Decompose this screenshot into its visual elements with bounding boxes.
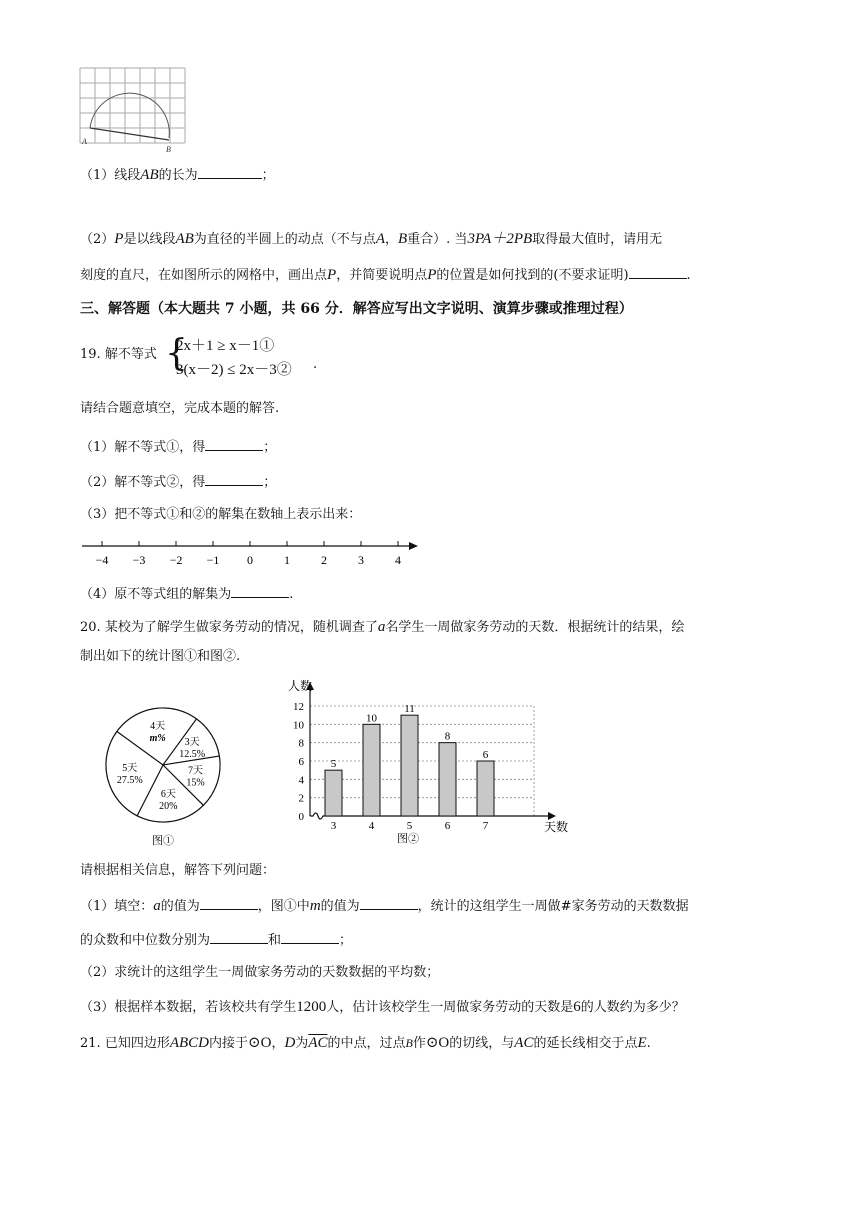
q18-part2-line1: （2）P是以线段AB为直径的半圆上的动点（不与点A，B重合）. 当3PA＋2PB取得最大值时，请用无	[80, 231, 663, 247]
answer-blank	[205, 437, 263, 451]
number-line-label: −1	[206, 553, 220, 567]
y-axis-label: 人数	[288, 679, 313, 693]
y-tick-label: 8	[298, 737, 304, 750]
answer-blank	[200, 896, 258, 910]
q20-part1-line2: 的众数和中位数分别为 和 ；	[80, 930, 352, 950]
pie-caption: 图①	[152, 835, 174, 847]
q19-instruction: 请结合题意填空，完成本题的解答.	[80, 401, 280, 416]
x-tick-label: 7	[482, 820, 489, 832]
answer-blank	[205, 472, 263, 486]
x-tick-label: 5	[406, 820, 413, 832]
bar	[439, 743, 456, 816]
x-tick-label: 4	[368, 820, 375, 832]
pie-slice-label: 27.5%	[116, 774, 143, 786]
x-axis	[310, 813, 550, 819]
q18-part2-line2: 刻度的直尺，在如图所示的网格中，画出点P，并简要说明点P的位置是如何找到的(不要求证明) .	[80, 267, 691, 283]
pie-slice-label: 12.5%	[179, 749, 206, 761]
number-line-label: 4	[395, 553, 401, 567]
q19-part2: （2）解不等式②，得 ；	[80, 472, 276, 492]
brace: {	[165, 333, 188, 374]
q20-part1-line1: （1）填空：a的值为 ，图①中m的值为 ，统计的这组学生一周做#家务劳动的天数数据	[80, 898, 689, 914]
inequality-2: 3(x－2) ≤ 2x－3②	[176, 362, 292, 378]
section-3-heading: 三、解答题（本大题共 7 小题，共 66 分．解答应写出文字说明、演算步骤或推理过程）	[80, 301, 633, 317]
bar	[477, 761, 494, 816]
bar-value-label: 11	[404, 703, 415, 716]
point-b-label: B	[166, 145, 171, 154]
q21-stem: 21. 已知四边形ABCD内接于⊙O，D为$\overline{AC}$的中点，过点B作⊙O的切线，与AC的延长线相交于点E.	[80, 1035, 651, 1051]
pie-slice-category: 6天	[160, 788, 176, 800]
q18-part1: （1）线段AB的长为 ；	[80, 167, 275, 183]
x-axis-label: 天数	[544, 820, 569, 834]
y-tick-label: 2	[298, 792, 304, 805]
bar-value-label: 10	[366, 712, 377, 725]
answer-blank	[210, 930, 268, 944]
q19-part1: （1）解不等式①，得 ；	[80, 437, 276, 457]
inequality-period: .	[313, 357, 318, 372]
y-tick-label: 4	[298, 774, 304, 787]
q19-stem: 19. 解不等式	[80, 347, 157, 362]
q20-stem-line2: 制出如下的统计图①和图②.	[80, 649, 241, 664]
number-line-label: −4	[95, 553, 109, 567]
number-line	[80, 536, 425, 570]
answer-blank	[360, 896, 418, 910]
bar	[401, 715, 418, 816]
y-tick-label: 6	[298, 756, 304, 768]
y-tick-label: 0	[298, 811, 304, 823]
grid-semicircle-figure	[78, 66, 188, 158]
q19-part4: （4）原不等式组的解集为 .	[80, 584, 293, 604]
pie-slice-label: 20%	[159, 800, 178, 812]
number-line-label: 3	[358, 553, 364, 567]
bar	[325, 770, 342, 816]
pie-slice-label: m%	[149, 733, 166, 745]
q19-part3: （3）把不等式①和②的解集在数轴上表示出来：	[80, 507, 362, 522]
pie-slice-category: 5天	[122, 762, 138, 774]
number-line-label: 0	[247, 553, 253, 567]
x-tick-label: 3	[330, 820, 337, 832]
number-line-label: 1	[284, 553, 290, 567]
y-tick-label: 12	[293, 701, 304, 713]
q20-stem-line1: 20. 某校为了解学生做家务劳动的情况，随机调查了a名学生一周做家务劳动的天数．根据统计的结果，绘	[80, 619, 685, 635]
q20-part2: （2）求统计的这组学生一周做家务劳动的天数数据的平均数；	[80, 965, 440, 980]
pie-slice-category: 7天	[188, 765, 204, 777]
number-line-label: −3	[132, 553, 146, 567]
x-tick-label: 6	[444, 820, 451, 832]
answer-blank	[629, 265, 687, 279]
inequality-1: 2x＋1 ≥ x－1①	[176, 338, 275, 354]
q20-prompt: 请根据相关信息，解答下列问题：	[80, 863, 276, 878]
pie-slice-category: 4天	[150, 721, 166, 733]
pie-slice-label: 15%	[186, 777, 205, 789]
bar-caption: 图②	[397, 833, 419, 845]
pie-slice-category: 3天	[184, 737, 200, 749]
q20-part3: （3）根据样本数据，若该校共有学生1200人，估计该校学生一周做家务劳动的天数是6的人数约为多少？	[80, 999, 685, 1015]
answer-blank	[281, 930, 339, 944]
bar	[363, 724, 380, 816]
answer-blank	[198, 165, 262, 179]
number-line-label: 2	[321, 553, 327, 567]
x-axis-arrow	[548, 812, 556, 820]
bar-value-label: 6	[482, 749, 489, 761]
point-a-label: A	[82, 137, 87, 146]
number-line-label: −2	[169, 553, 183, 567]
answer-blank	[231, 584, 289, 598]
pie-chart	[104, 700, 234, 850]
bar-value-label: 8	[444, 730, 451, 743]
bar-value-label: 5	[330, 758, 337, 771]
y-tick-label: 10	[293, 719, 304, 732]
bar-chart	[270, 676, 569, 846]
